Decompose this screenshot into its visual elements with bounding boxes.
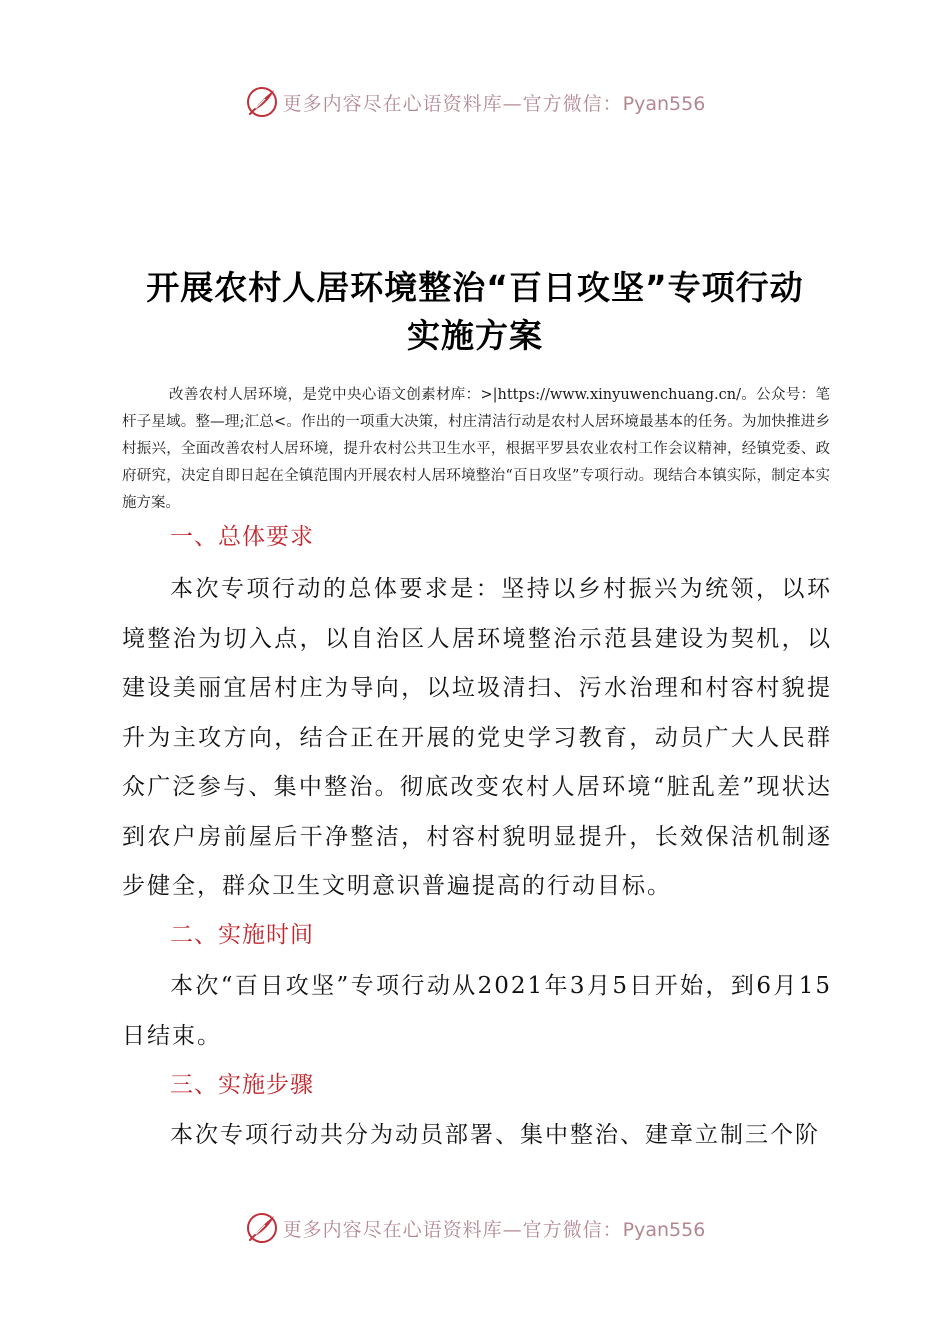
section-heading-general-requirements: 一、总体要求 bbox=[170, 524, 314, 550]
banner-text: 更多内容尽在心语资料库—官方微信：Pyan556 bbox=[282, 92, 706, 115]
banner-text: 更多内容尽在心语资料库—官方微信：Pyan556 bbox=[282, 1218, 706, 1241]
feather-pen-logo-icon bbox=[245, 1211, 279, 1245]
section-body-implementation-time: 本次“百日攻坚”专项行动从2021年3月5日开始，到6月15日结束。 bbox=[122, 973, 832, 1049]
feather-pen-logo-icon bbox=[245, 85, 279, 119]
header-banner[interactable] bbox=[0, 80, 950, 124]
footer-banner[interactable] bbox=[0, 1206, 950, 1250]
intro-paragraph: 改善农村人居环境，是党中央心语文创素材库：>|https://www.xinyuwenchuang.cn/。公众号：笔杆子星域。整—理;汇总<。作出的一项重大决策，村庄清洁行动是农村人居环境最基本的任务。为加快推进乡村振兴，全面改善农村人居环境，提升农村公共卫生水平，根据平罗县农业农村工作会议精神，经镇党委、政府研究，决定自即日起在全镇范围内开展农村人居环境整治“百日攻坚”专项行动。现结合本镇实际，制定本实施方案。 bbox=[122, 387, 830, 511]
document-title-line-2: 实施方案 bbox=[407, 316, 543, 355]
section-heading-implementation-steps: 三、实施步骤 bbox=[170, 1072, 314, 1098]
section-heading-implementation-time: 二、实施时间 bbox=[170, 922, 314, 948]
banner-handle: Pyan556 bbox=[622, 1218, 706, 1241]
banner-handle: Pyan556 bbox=[622, 92, 706, 115]
section-body-general-requirements: 本次专项行动的总体要求是：坚持以乡村振兴为统领，以环境整治为切入点，以自治区人居环境整治示范县建设为契机，以建设美丽宜居村庄为导向，以垃圾清扫、污水治理和村容村貌提升为主攻方向，结合正在开展的党史学习教育，动员广大人民群众广泛参与、集中整治。彻底改变农村人居环境“脏乱差”现状达到农户房前屋后干净整洁，村容村貌明显提升，长效保洁机制逐步健全，群众卫生文明意识普遍提高的行动目标。 bbox=[122, 576, 832, 899]
document-title-line-1: 开展农村人居环境整治“百日攻坚”专项行动 bbox=[146, 268, 804, 307]
section-body-implementation-steps: 本次专项行动共分为动员部署、集中整治、建章立制三个阶 bbox=[170, 1122, 820, 1148]
